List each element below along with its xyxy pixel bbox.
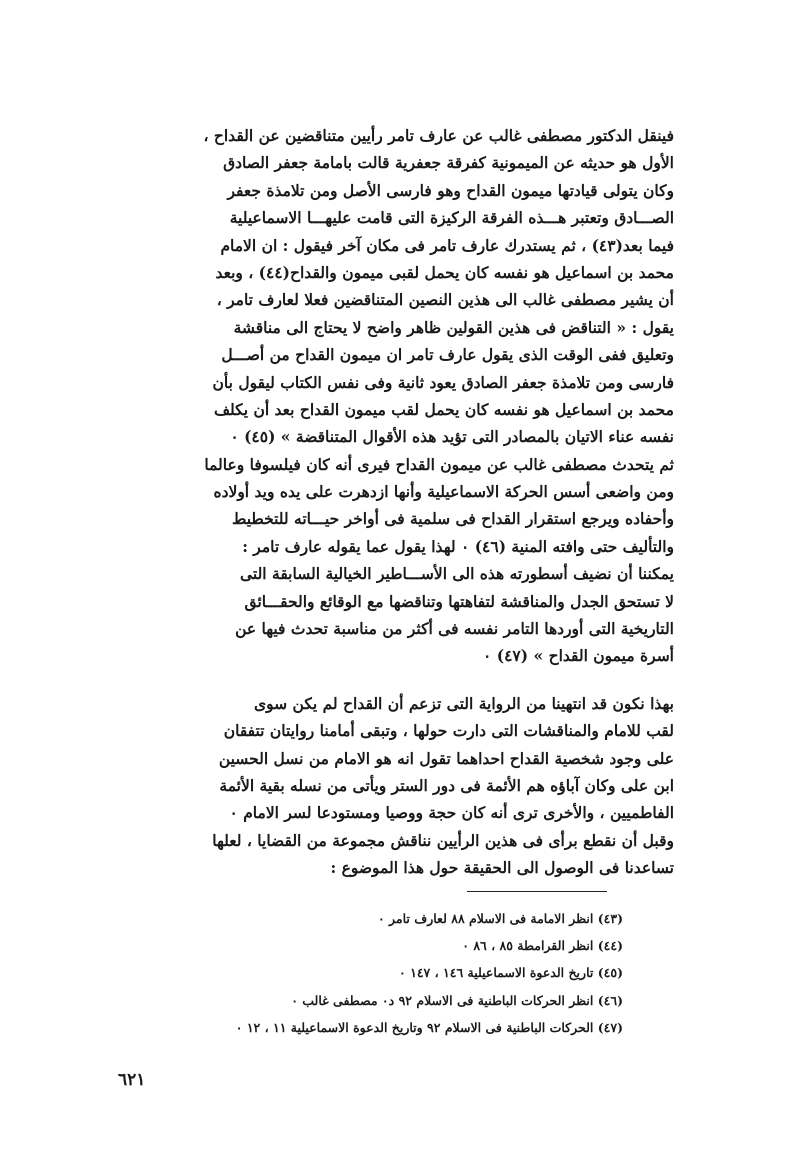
text-line: يقول : « التناقض فى هذين القولين ظاهر واضح لا يحتاج الى مناقشة — [233, 317, 674, 337]
text-line: والتأليف حتى وافته المنية (٤٦) ٠ لهذا يقول عما يقوله عارف تامر : — [242, 536, 674, 556]
footnote: (٤٣) انظر الامامة فى الاسلام ٨٨ لعارف تامر ٠ — [377, 911, 623, 926]
body-text — [118, 122, 674, 882]
footnote: (٤٦) انظر الحركات الباطنية فى الاسلام ٩٢ د٠ مصطفى غالب ٠ — [291, 992, 623, 1008]
footnote: (٤٥) تاريخ الدعوة الاسماعيلية ١٤٦ ، ١٤٧ ٠ — [399, 965, 623, 981]
text-line: ثم يتحدث مصطفى غالب عن ميمون القداح فيرى أنه كان فيلسوفا وعالما — [204, 454, 674, 474]
text-line: ابن على وكان آباؤه هم الأئمة فى دور الستر ويأتى من نسله بقية الأئمة — [219, 775, 674, 795]
text-line: محمد بن اسماعيل هو نفسه كان يحمل لقبى ميمون والقداح(٤٤) ، وبعد — [215, 262, 674, 282]
text-line: الأول هو حديثه عن الميمونية كفرقة جعفرية قالت بامامة جعفر الصادق — [223, 153, 674, 173]
text-line: وتعليق ففى الوقت الذى يقول عارف تامر ان ميمون القداح من أصـــل — [221, 345, 674, 365]
text-line: فينقل الدكتور مصطفى غالب عن عارف تامر رأيين متناقضين عن القداح ، — [203, 126, 674, 145]
text-line: لقب للامام والمناقشات التى دارت حولها ، وتبقى أمامنا روايتان تتفقان — [223, 721, 674, 741]
text-line: بهذا نكون قد انتهينا من الرواية التى تزعم أن القداح لم يكن سوى — [254, 693, 674, 713]
text-line: أسرة ميمون القداح » (٤٧) ٠ — [483, 646, 674, 666]
text-line: نفسه عناء الاتيان بالمصادر التى تؤيد هذه الأقوال المتناقضة » (٤٥) ٠ — [230, 427, 674, 447]
footnote: (٤٧) الحركات الباطنية فى الاسلام ٩٢ وتاريخ الدعوة الاسماعيلية ١١ ، ١٢ ٠ — [235, 1019, 623, 1035]
text-line: يمكننا أن نضيف أسطورته هذه الى الأســـاطير الخيالية السابقة التى — [239, 564, 674, 584]
text-line: وكان يتولى قيادتها ميمون القداح وهو فارسى الأصل ومن تلامذة جعفر — [227, 180, 674, 200]
text-line: على وجود شخصية القداح احداهما تقول انه هو الامام من نسل الحسين — [218, 748, 674, 768]
paragraph — [118, 690, 674, 882]
text-line: محمد بن اسماعيل هو نفسه كان يحمل لقب ميمون القداح بعد أن يكلف — [214, 399, 674, 419]
text-line: ومن واضعى أسس الحركة الاسماعيلية وأنها ازدهرت على يده ويد أولاده — [213, 482, 674, 502]
text-line: الصـــادق وتعتبر هـــذه الفرقة الركيزة التى قامت عليهـــا الاسماعيلية — [229, 208, 674, 228]
text-line: لا تستحق الجدل والمناقشة لتفاهتها وتناقضها مع الوقائع والحقـــائق — [244, 591, 674, 611]
page-number: ٦٢١ — [118, 1070, 146, 1090]
text-line: أن يشير مصطفى غالب الى هذين النصين المتناقضين فعلا لعارف تامر ، — [216, 290, 674, 310]
text-line: فيما بعد(٤٣) ، ثم يستدرك عارف تامر فى مكان آخر فيقول : ان الامام — [220, 235, 674, 255]
paragraph-gap — [118, 670, 674, 690]
text-line: فارسى ومن تلامذة جعفر الصادق يعود ثانية وفى نفس الكتاب ليقول بأن — [212, 372, 674, 392]
text-line: الفاطميين ، والأخرى ترى أنه كان حجة ووصيا ومستودعا لسر الامام ٠ — [229, 803, 674, 823]
text-line: التاريخية التى أوردها التامر نفسه فى أكثر من مناسبة تحدث فيها عن — [235, 619, 674, 639]
footnote: (٤٤) انظر القرامطة ٨٥ ، ٨٦ ٠ — [462, 938, 623, 954]
text-line: وأحفاده ويرجع استقرار القداح فى سلمية فى أواخر حيـــاته للتخطيط — [231, 509, 674, 529]
text-line: تساعدنا فى الوصول الى الحقيقة حول هذا الموضوع : — [330, 858, 674, 878]
footnotes — [118, 905, 623, 1041]
paragraph — [118, 122, 674, 670]
text-line: وقبل أن نقطع برأى فى هذين الرأيين نناقش مجموعة من القضايا ، لعلها — [212, 830, 674, 850]
footnote-divider — [467, 891, 607, 892]
